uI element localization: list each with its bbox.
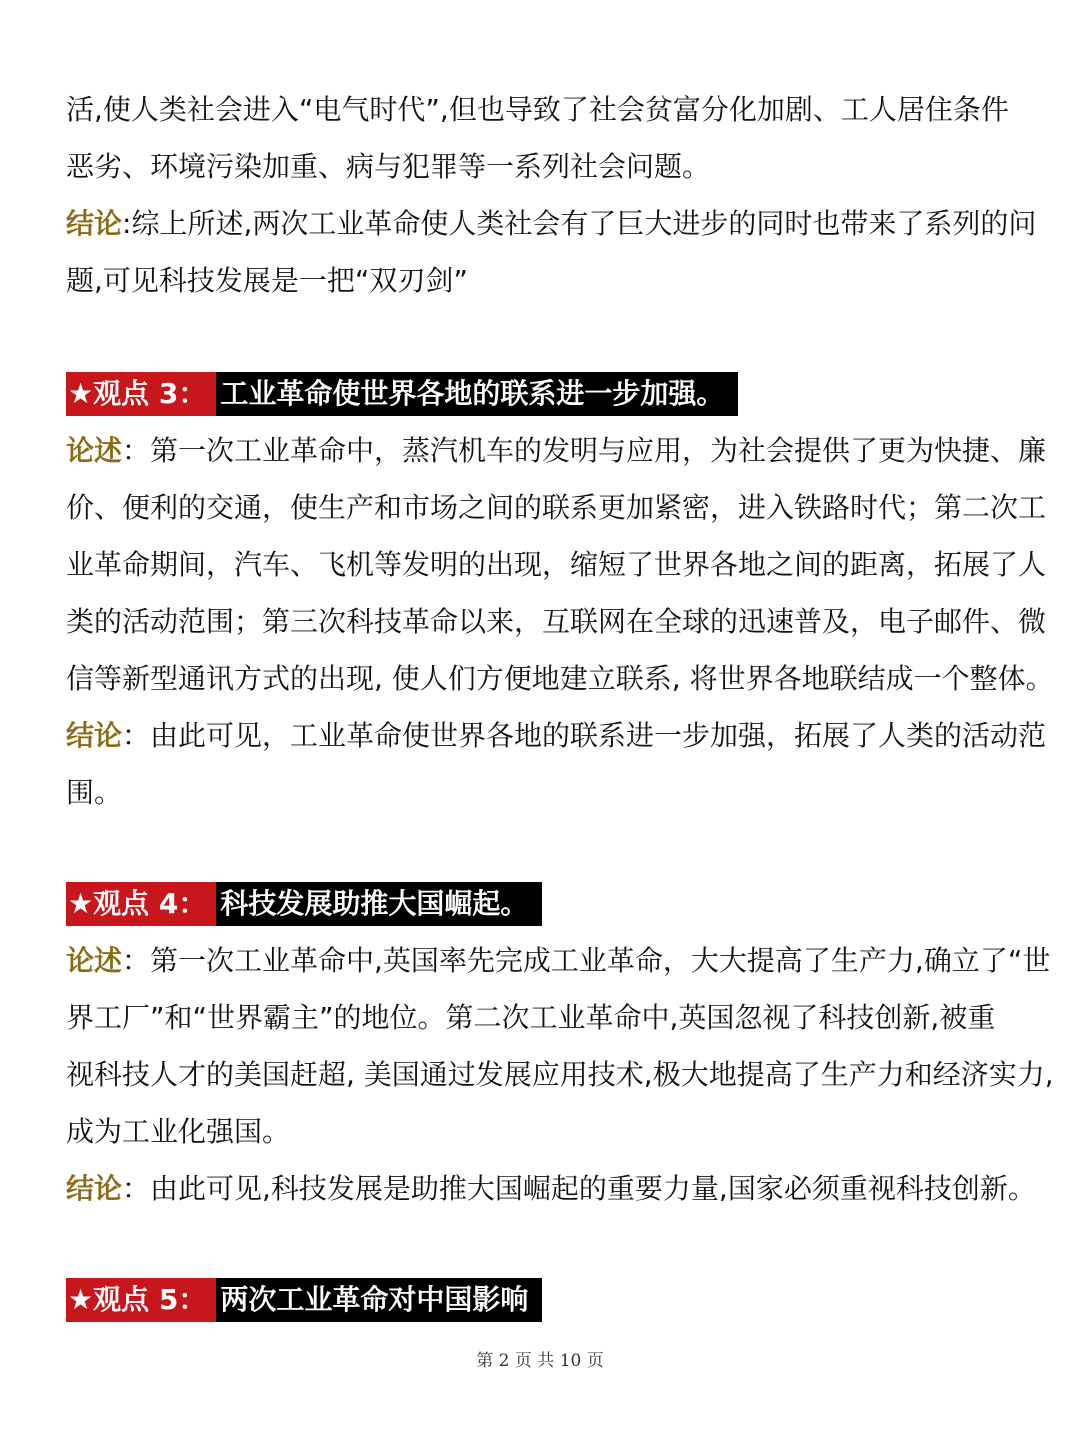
conclusion-label: 结论 [66,719,123,752]
conclusion-text: ：由此可见,科技发展是助推大国崛起的重要力量,国家必须重视科技创新。 [122,1172,1036,1205]
text-line: 业革命期间，汽车、飞机等发明的出现，缩短了世界各地之间的距离，拓展了人 [66,548,1047,581]
text-line: 类的活动范围；第三次科技革命以来，互联网在全球的迅速普及，电子邮件、微 [66,605,1047,638]
argument-text: ：第一次工业革命中，蒸汽机车的发明与应用，为社会提供了更为快捷、廉 [122,434,1047,467]
argument-paragraph [66,941,1051,981]
text-line: 活,使人类社会进入“电气时代”,但也导致了社会贫富分化加剧、工人居住条件 [66,93,1009,126]
viewpoint-title: 两次工业革命对中国影响 [216,1278,542,1322]
viewpoint-tag: ★观点 3： [66,372,216,416]
viewpoint-title: 工业革命使世界各地的联系进一步加强。 [216,372,738,416]
viewpoint-tag: ★观点 4： [66,882,216,926]
text-line: 价、便利的交通，使生产和市场之间的联系更加紧密，进入铁路时代；第二次工 [66,491,1047,524]
conclusion-label: 结论 [66,1172,123,1205]
argument-paragraph [66,431,1047,471]
section-heading-3 [66,372,738,416]
viewpoint-tag: ★观点 5： [66,1278,216,1322]
section-heading-5 [66,1278,542,1322]
conclusion-label: 结论 [66,207,123,240]
page-number: 第 2 页 共 10 页 [476,1351,604,1371]
text-line: 成为工业化强国。 [66,1115,291,1148]
argument-text: ：第一次工业革命中,英国率先完成工业革命，大大提高了生产力,确立了“世 [122,944,1051,977]
text-line: 信等新型通讯方式的出现, 使人们方便地建立联系, 将世界各地联结成一个整体。 [66,662,1054,695]
section-heading-4 [66,882,542,926]
conclusion-text: ：由此可见，工业革命使世界各地的联系进一步加强，拓展了人类的活动范 [122,719,1047,752]
viewpoint-title: 科技发展助推大国崛起。 [216,882,542,926]
conclusion-paragraph [66,204,1037,244]
argument-label: 论述 [66,944,123,977]
text-line: 恶劣、环境污染加重、病与犯罪等一系列社会问题。 [66,150,711,183]
conclusion-paragraph [66,1169,1036,1209]
text-line: 界工厂”和“世界霸主”的地位。第二次工业革命中,英国忽视了科技创新,被重 [66,1001,996,1034]
conclusion-text: :综上所述,两次工业革命使人类社会有了巨大进步的同时也带来了系列的问 [122,207,1037,240]
text-line: 视科技人才的美国赶超, 美国通过发展应用技术,极大地提高了生产力和经济实力, [66,1058,1054,1091]
text-line: 围。 [66,776,123,809]
argument-label: 论述 [66,434,123,467]
text-line: 题,可见科技发展是一把“双刃剑” [66,264,468,297]
conclusion-paragraph [66,716,1047,756]
